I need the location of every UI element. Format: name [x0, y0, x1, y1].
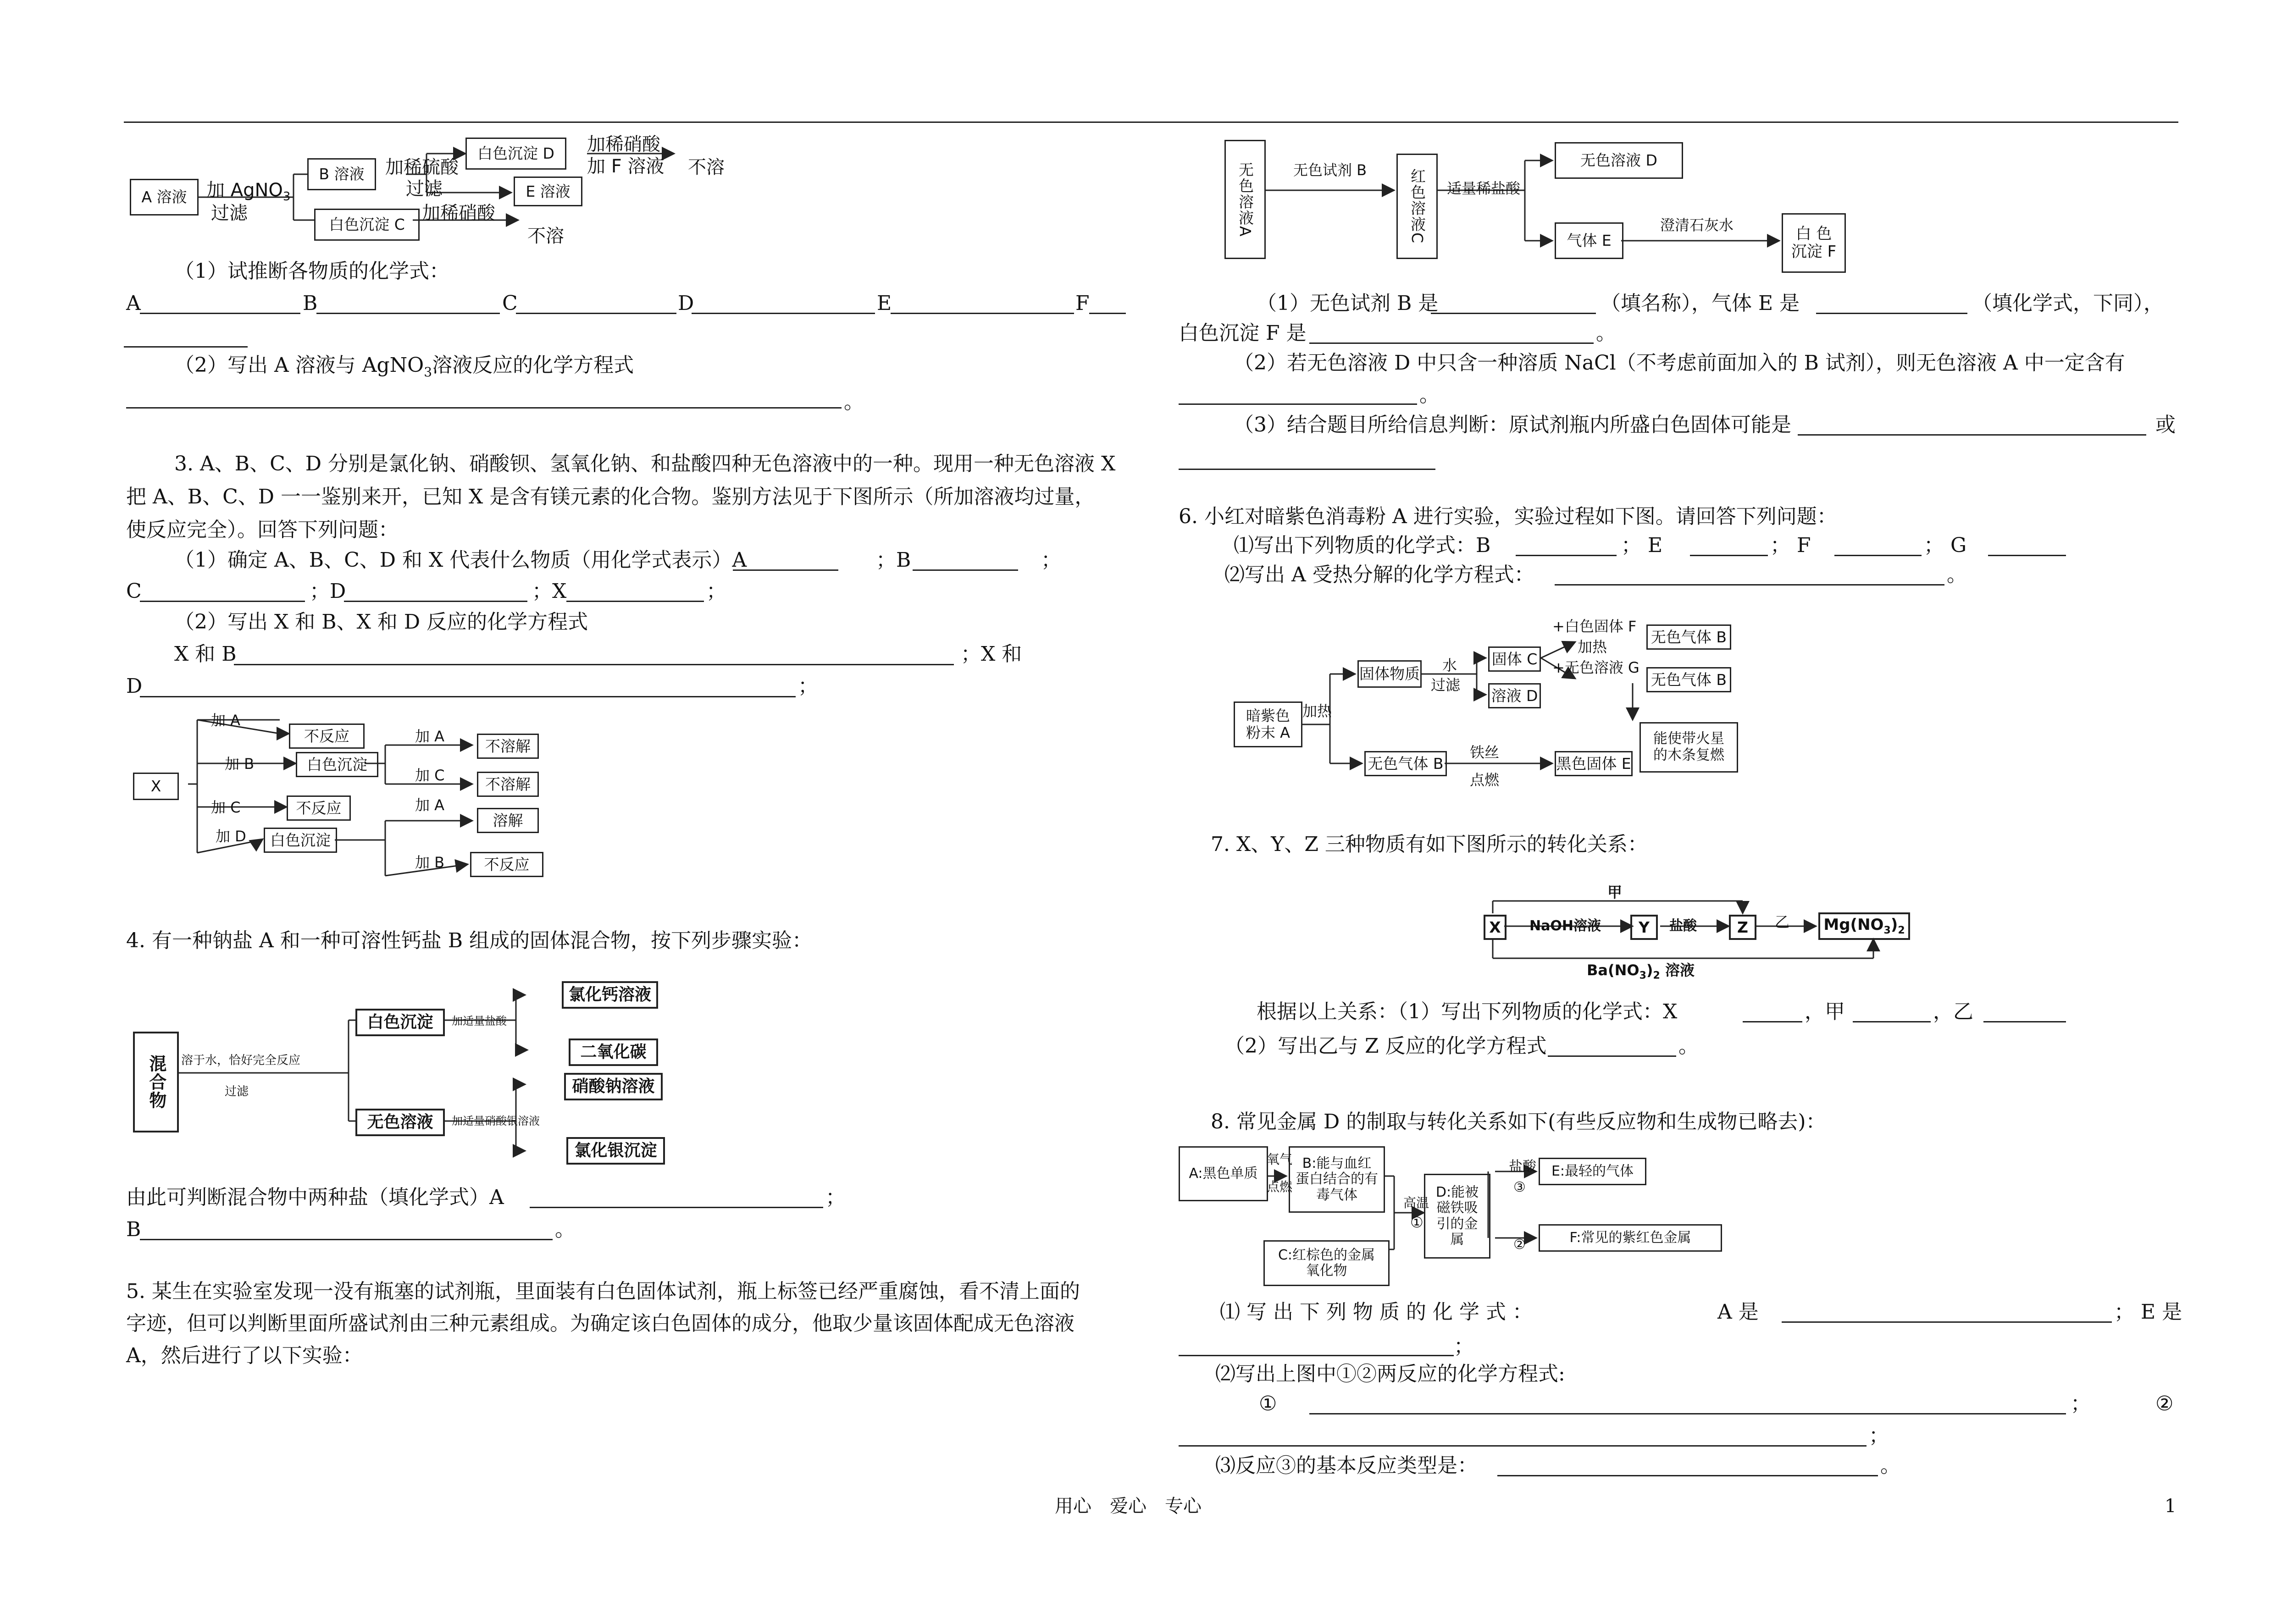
- q6-heat2-label: 加热: [1578, 638, 1607, 656]
- q7-mg-box: $Mg(NO_3)_2$: [1818, 912, 1910, 940]
- q2-white-d-label: 白色沉淀 D: [477, 144, 554, 163]
- q8-circle3-label: ③: [1513, 1179, 1526, 1195]
- q3-add-a: 加 A: [211, 712, 241, 729]
- q7-line2: 根据以上关系：（1）写出下列物质的化学式：X: [1257, 1000, 1678, 1023]
- q7-blank-jia[interactable]: [1853, 1021, 1931, 1022]
- q2-part1-text: （1）试推断各物质的化学式：: [174, 260, 449, 283]
- q5-solution-a-box: 无色溶液A: [1224, 140, 1266, 259]
- q6-end-mark: 。: [1947, 563, 1967, 586]
- q3-x-and-b: X 和 B: [174, 642, 237, 666]
- q3-insol2-box: 不溶解: [477, 772, 539, 797]
- q3-sub-add-a1: 加 A: [415, 728, 445, 745]
- q5-blank-solid1[interactable]: [1798, 434, 2146, 436]
- q8-d-box: D:能被磁铁吸引的金属: [1424, 1174, 1490, 1259]
- q5-part2: （2）若无色溶液 D 中只含一种溶质 NaCl（不考虑前面加入的 B 试剂），则无色溶液 A 中一定含有: [1234, 351, 2125, 375]
- q2-e-solution-box: [514, 177, 582, 206]
- q8-semicolon3: ；: [1869, 1424, 1889, 1447]
- q8-semicolon: ；: [1454, 1335, 1474, 1358]
- q5-white-f-box: 白 色 沉淀 F: [1782, 213, 1846, 273]
- q3-white-ppt2-box: 白色沉淀: [264, 828, 337, 853]
- q6-water-label: 水: [1442, 657, 1457, 674]
- q2-insoluble2-label: 不溶: [527, 226, 564, 247]
- q2-add-f-label: 加 F 溶液: [587, 156, 665, 177]
- q3-sub-add-a2: 加 A: [415, 796, 445, 814]
- q7-blank-x[interactable]: [1743, 1021, 1802, 1022]
- q8-a-box: A:黑色单质: [1179, 1146, 1268, 1201]
- q4-mixture-box: 混合物: [133, 1032, 179, 1132]
- q2-label-e: E: [877, 292, 892, 315]
- q6-blank-b[interactable]: [1516, 555, 1617, 556]
- q2-blank-b[interactable]: [316, 313, 500, 314]
- q6-blank-f[interactable]: [1834, 555, 1922, 556]
- q6-blank-e[interactable]: [1690, 555, 1768, 556]
- q3-x-label: X: [150, 777, 161, 795]
- q5-blank-b[interactable]: [1431, 313, 1596, 314]
- q6-line1: 6. 小红对暗紫色消毒粉 A 进行实验，实验过程如下图。请回答下列问题：: [1179, 505, 1837, 528]
- q4-add-hcl-label: 加适量盐酸: [452, 1015, 507, 1027]
- q6-blank-g[interactable]: [1988, 555, 2066, 556]
- q5-line2: 字迹，但可以判断里面所盛试剂由三种元素组成。为确定该白色固体的成分，他取少量该固体配成无色溶液: [126, 1312, 1074, 1335]
- q2-insoluble1-label: 不溶: [688, 157, 725, 178]
- q4-blank-a[interactable]: [530, 1207, 823, 1208]
- q3-no-reaction1-box: 不反应: [289, 724, 365, 749]
- q8-c-box: C:红棕色的金属氧化物: [1263, 1240, 1390, 1286]
- q8-circle1-label: ①: [1410, 1214, 1423, 1231]
- q5-diagram-lines: [1220, 133, 1862, 284]
- q2-blank-c[interactable]: [516, 313, 676, 314]
- q4-semicolon: ；: [825, 1186, 846, 1209]
- q7-blank-equation[interactable]: [1548, 1055, 1676, 1057]
- q3-line4: （1）确定 A、B、C、D 和 X 代表什么物质（用化学式表示）A: [174, 548, 747, 572]
- q6-add-g-label: +无色溶液 G: [1552, 659, 1639, 676]
- q4-cacl2-box: 氯化钙溶液: [562, 981, 658, 1009]
- q8-oxygen-label: 氧气: [1267, 1152, 1293, 1167]
- q6-black-e-box: 黑色固体 E: [1555, 751, 1633, 776]
- q8-label-a: A 是: [1717, 1300, 1759, 1324]
- q5-add-hcl-label: 适量稀盐酸: [1447, 180, 1521, 197]
- q5-part1b: （填名称），气体 E 是: [1601, 292, 1800, 315]
- footer-text: 用心 爱心 专心: [1055, 1496, 1202, 1517]
- q5-line1: 5. 某生在实验室发现一没有瓶塞的试剂瓶，里面装有白色固体试剂，瓶上标签已经严重腐蚀，看不清上面的: [126, 1280, 1080, 1303]
- q3-blank-xd[interactable]: [140, 696, 796, 697]
- q8-ignite-label: 点燃: [1267, 1179, 1293, 1194]
- q2-label-f: F: [1075, 292, 1090, 315]
- q2-add-hno3-1-label: 加稀硝酸: [587, 134, 660, 155]
- q5-blank-a-contents[interactable]: [1179, 403, 1417, 405]
- q3-label-x: ；X: [532, 580, 567, 603]
- q7-z-box: Z: [1729, 915, 1756, 940]
- q7-hcl-label: 盐酸: [1669, 918, 1697, 934]
- q7-naoh-label: NaOH溶液: [1529, 918, 1601, 934]
- header-rule: [124, 122, 2178, 123]
- q8-b-box: B:能与血红蛋白结合的有毒气体: [1289, 1146, 1385, 1213]
- q5-gas-e-box: 气体 E: [1555, 222, 1623, 259]
- q3-label-d: ；D: [310, 580, 346, 603]
- q4-co2-box: 二氧化碳: [569, 1038, 658, 1066]
- q8-blank-type[interactable]: [1497, 1475, 1878, 1476]
- q8-hightemp-label: 高温: [1403, 1195, 1429, 1210]
- q5-blank-solid2[interactable]: [1179, 469, 1435, 470]
- q4-agcl-box: 氯化银沉淀: [566, 1137, 665, 1165]
- q7-yi-label: 乙: [1775, 913, 1790, 931]
- q3-no-reaction2-box: 不反应: [287, 795, 351, 821]
- q4-label-b: B: [126, 1218, 141, 1241]
- q6-iron-label: 铁丝: [1470, 744, 1500, 761]
- q4-filter-label: 过滤: [225, 1085, 249, 1099]
- q4-end-mark: 。: [555, 1218, 575, 1241]
- q8-line1: 8. 常见金属 D 的制取与转化关系如下(有些反应物和生成物已略去)：: [1211, 1110, 1826, 1133]
- q3-line2: 把 A、B、C、D 一一鉴别来开，已知 X 是含有镁元素的化合物。鉴别方法见于下图所示（所加溶液均过量，: [126, 485, 1095, 508]
- q5-part3-or: 或: [2155, 413, 2176, 436]
- q3-blank-d[interactable]: [344, 601, 527, 602]
- q3-label-b: ；B: [876, 548, 911, 572]
- q3-add-d: 加 D: [216, 828, 246, 845]
- q3-blank-xb[interactable]: [234, 664, 954, 665]
- q2-label-d: D: [678, 292, 694, 315]
- q3-add-c: 加 C: [211, 799, 241, 816]
- q5-sol-d-box: 无色溶液 D: [1555, 142, 1683, 179]
- q6-add-f-label: +白色固体 F: [1552, 618, 1637, 635]
- q5-part2e: 。: [1419, 383, 1440, 407]
- q5-part3: （3）结合题目所给信息判断：原试剂瓶内所盛白色固体可能是: [1234, 413, 1791, 436]
- q3-add-b: 加 B: [225, 755, 255, 773]
- q2-add-agno3: 加 AgNO$_3$: [206, 180, 291, 204]
- q2-label-b: B: [303, 292, 318, 315]
- q2-a-solution-box: [130, 179, 199, 215]
- q6-label-e: ； E: [1621, 534, 1663, 557]
- q6-solid-c-box: 固体 C: [1488, 646, 1541, 672]
- q6-blank-equation[interactable]: [1555, 584, 1944, 586]
- q8-f-box: F:常见的紫红色金属: [1539, 1224, 1722, 1252]
- q8-blank-eq1[interactable]: [1309, 1413, 2066, 1414]
- q2-white-c-label: 白色沉淀 C: [329, 215, 405, 234]
- q6-line2: ⑴写出下列物质的化学式：B: [1234, 534, 1491, 557]
- q5-blank-f[interactable]: [1309, 342, 1594, 344]
- q2-a-solution-label: A 溶液: [141, 188, 187, 206]
- q2-filter2-label: 过滤: [406, 178, 443, 199]
- q6-heat-label: 加热: [1302, 702, 1332, 720]
- q8-blank-eq2[interactable]: [1179, 1445, 1867, 1447]
- q7-end-mark: 。: [1678, 1034, 1699, 1058]
- q2-white-c-box: [314, 209, 420, 241]
- q4-white-ppt-box: 白色沉淀: [355, 1009, 445, 1036]
- q5-part1c: （填化学式，下同），: [1972, 292, 2164, 315]
- q2-end-mark: 。: [844, 390, 864, 414]
- q3-blank-c[interactable]: [140, 601, 305, 602]
- q2-label-c: C: [502, 292, 518, 315]
- q8-line6: ⑶反应③的基本反应类型是：: [1215, 1454, 1478, 1477]
- q2-b-solution-box: [307, 158, 376, 190]
- q4-line2: 由此可判断混合物中两种盐（填化学式）A: [126, 1186, 504, 1209]
- q3-line1: 3. A、B、C、D 分别是氯化钠、硝酸钡、氢氧化钠、和盐酸四种无色溶液中的一种。现用一种无色溶液 X: [174, 452, 1116, 475]
- q3-blank-x[interactable]: [566, 601, 704, 602]
- q7-blank-yi[interactable]: [1983, 1021, 2066, 1022]
- q2-blank-e[interactable]: [891, 313, 1074, 314]
- q8-blank-e[interactable]: [1179, 1355, 1454, 1356]
- q2-white-d-box: [465, 138, 566, 170]
- q3-blank-b[interactable]: [913, 569, 1018, 571]
- q2-blank-f-cont[interactable]: [124, 346, 248, 348]
- q3-blank-a[interactable]: [733, 569, 838, 571]
- q6-label-g: ； G: [1924, 534, 1967, 557]
- q3-insol1-box: 不溶解: [477, 734, 539, 759]
- q2-blank-d[interactable]: [692, 313, 875, 314]
- q6-label-f: ； F: [1770, 534, 1811, 557]
- q3-part2-text: （2）写出 X 和 B、X 和 D 反应的化学方程式: [174, 610, 588, 634]
- q4-nano3-box: 硝酸钠溶液: [564, 1073, 663, 1100]
- q3-end-semicolon: ；: [798, 674, 818, 698]
- q6-sol-d-box: 溶液 D: [1488, 683, 1541, 708]
- q7-ba-label: $Ba(NO_3)_2$ 溶液: [1587, 961, 1695, 982]
- q8-end-mark: 。: [1880, 1454, 1900, 1477]
- q6-gas-b2-box: 无色气体 B: [1646, 667, 1731, 692]
- q5-reagent-b-label: 无色试剂 B: [1293, 161, 1367, 179]
- q7-y-box: Y: [1630, 915, 1658, 940]
- q3-line3: 使反应完全）。回答下列问题：: [126, 518, 399, 541]
- q6-gas-b3-box: 无色气体 B: [1364, 751, 1447, 776]
- q4-line1: 4. 有一种钠盐 A 和一种可溶性钙盐 B 组成的固体混合物，按下列步骤实验：: [126, 929, 813, 952]
- q6-ignite-label: 点燃: [1470, 771, 1500, 789]
- q5-part1a: （1）无色试剂 B 是: [1257, 292, 1439, 315]
- q8-circle2: ②: [2155, 1392, 2174, 1415]
- q6-solid-box: 固体物质: [1357, 660, 1422, 688]
- q3-sub-add-c: 加 C: [415, 767, 445, 784]
- q8-circle2-label: ②: [1513, 1237, 1526, 1253]
- q7-label-jia: ，甲: [1805, 1000, 1845, 1023]
- q5-part1e: 。: [1596, 321, 1616, 345]
- q3-semicolon2: ；: [706, 580, 726, 603]
- q3-no-reaction3-box: 不反应: [470, 852, 543, 877]
- q3-x-box: [133, 773, 179, 800]
- q3-semicolon: ；: [1041, 548, 1061, 572]
- q2-filter-label: 过滤: [211, 203, 248, 224]
- q6-powder-box: 暗紫色粉末 A: [1234, 702, 1302, 747]
- q7-jia-label: 甲: [1607, 884, 1623, 901]
- q2-blank-f[interactable]: [1089, 313, 1126, 314]
- q6-filter-label: 过滤: [1431, 676, 1461, 694]
- q5-limewater-label: 澄清石灰水: [1660, 216, 1734, 234]
- q6-spark-box: 能使带火星的木条复燃: [1639, 722, 1738, 773]
- q2-add-h2so4-label: 加稀硫酸: [385, 157, 459, 178]
- q8-label-e: ； E 是: [2114, 1300, 2182, 1324]
- q8-hcl-label: 盐酸: [1509, 1159, 1536, 1175]
- q5-line3: A，然后进行了以下实验：: [126, 1344, 363, 1367]
- q5-blank-e[interactable]: [1816, 313, 1967, 314]
- q3-sub-add-b: 加 B: [415, 854, 445, 871]
- q8-semicolon2: ；: [2071, 1392, 2091, 1415]
- q4-dissolve-label: 溶于水，恰好完全反应: [181, 1054, 301, 1067]
- q6-line3: ⑵写出 A 受热分解的化学方程式：: [1224, 563, 1534, 586]
- q2-e-solution-label: E 溶液: [526, 182, 570, 200]
- q5-part1d: 白色沉淀 F 是: [1179, 321, 1307, 345]
- q3-label-c: C: [126, 580, 142, 603]
- q7-line1: 7. X、Y、Z 三种物质有如下图所示的转化关系：: [1211, 833, 1648, 856]
- q8-line2a: ⑴ 写 出 下 列 物 质 的 化 学 式 ：: [1220, 1300, 1533, 1324]
- q7-line3: （2）写出乙与 Z 反应的化学方程式: [1224, 1034, 1547, 1058]
- q3-x-and: ；X 和: [961, 642, 1022, 666]
- q3-white-ppt1-box: 白色沉淀: [296, 752, 378, 777]
- q4-colorless-box: 无色溶液: [355, 1109, 445, 1136]
- q6-gas-b1-box: 无色气体 B: [1646, 624, 1731, 650]
- q8-blank-a[interactable]: [1782, 1321, 2112, 1323]
- q2-blank-a[interactable]: [140, 313, 300, 314]
- q3-dissolve-box: 溶解: [477, 808, 539, 833]
- q8-line3: ⑵写出上图中①②两反应的化学方程式:: [1215, 1362, 1565, 1386]
- q7-x-box: X: [1484, 915, 1507, 940]
- q2-add-hno3-2-label: 加稀硝酸: [422, 203, 495, 224]
- q7-label-yi: ，乙: [1933, 1000, 1973, 1023]
- q3-d-label: D: [126, 674, 143, 698]
- q2-equation-blank[interactable]: [126, 407, 842, 409]
- q2-label-a: A: [126, 292, 141, 315]
- q4-blank-b[interactable]: [140, 1239, 553, 1240]
- q2-b-solution-label: B 溶液: [319, 165, 365, 183]
- q4-add-agno3-label: 加适量硝酸银溶液: [452, 1115, 540, 1127]
- q2-part2-text: （2）写出 A 溶液与 AgNO$_3$溶液反应的化学方程式: [174, 354, 634, 380]
- q8-e-box: E:最轻的气体: [1539, 1158, 1646, 1185]
- q5-red-sol-c-box: 红色溶液C: [1396, 154, 1438, 259]
- page-number: 1: [2165, 1496, 2177, 1517]
- q8-circle1: ①: [1259, 1392, 1277, 1415]
